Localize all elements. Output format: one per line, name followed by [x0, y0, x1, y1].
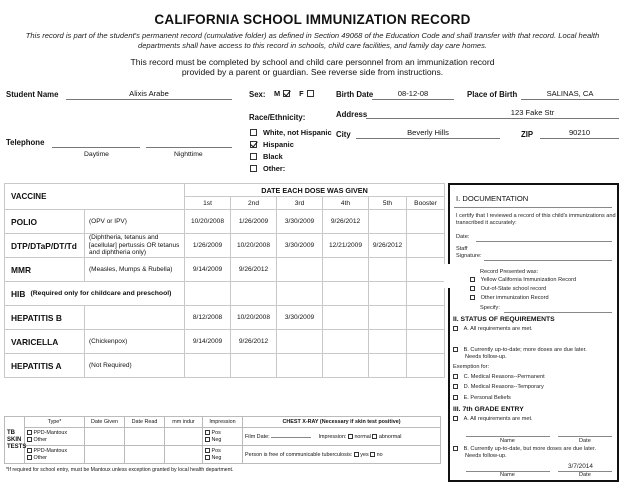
tb-pos-label: Pos	[211, 429, 221, 436]
dose-cell[interactable]	[407, 282, 445, 306]
dose-cell[interactable]	[407, 354, 445, 378]
dose-cell[interactable]: 8/12/2008	[185, 306, 231, 330]
race-option-hispanic[interactable]	[250, 140, 294, 149]
dose-cell[interactable]: 9/26/2012	[369, 234, 407, 258]
dose-cell[interactable]	[323, 258, 369, 282]
dose-cell[interactable]: 10/20/2008	[231, 306, 277, 330]
race-label: Race/Ethnicity:	[249, 113, 306, 122]
place-of-birth-label: Place of Birth	[467, 90, 518, 99]
sex-m-checkbox[interactable]	[283, 90, 290, 97]
tb-film-date-cell	[243, 428, 441, 446]
exemption-d-label: D. Medical Reasons--Temporary	[463, 384, 544, 390]
dose-header: 4th	[323, 197, 369, 210]
exemption-d[interactable]	[453, 384, 544, 391]
dose-cell[interactable]	[369, 282, 407, 306]
tb-other-label: Other	[33, 454, 47, 461]
record-other-label: Other immunization Record	[480, 295, 549, 301]
tb-impression-cell-1	[203, 428, 243, 446]
zip-field[interactable]	[540, 128, 619, 139]
place-of-birth-field[interactable]	[521, 89, 619, 100]
tb-type-cell-1	[25, 428, 85, 446]
dose-cell[interactable]	[369, 330, 407, 354]
exemption-c-label: C. Medical Reasons--Permanent	[463, 374, 545, 380]
dose-cell[interactable]: 9/14/2009	[185, 330, 231, 354]
tb-neg-checkbox[interactable]	[205, 455, 210, 460]
city-value: Beverly Hills	[407, 128, 449, 137]
dose-cell[interactable]	[323, 306, 369, 330]
tb-normal-label: normal	[354, 433, 371, 440]
vaccine-row	[5, 210, 445, 234]
address-field[interactable]	[366, 108, 619, 119]
place-of-birth-value: SALINAS, CA	[546, 89, 594, 98]
dose-cell[interactable]: 9/26/2012	[231, 330, 277, 354]
tb-other-checkbox[interactable]	[27, 455, 32, 460]
vaccine-name: HIB	[5, 282, 85, 306]
dose-cell[interactable]	[185, 282, 231, 306]
dose-cell[interactable]	[407, 330, 445, 354]
tb-yes-checkbox[interactable]	[354, 452, 359, 457]
tb-date-read-header: Date Read	[125, 417, 165, 428]
race-black-label: Black	[263, 152, 283, 161]
race-hispanic-checkbox[interactable]	[250, 141, 257, 148]
tb-mm-cell[interactable]	[165, 446, 203, 464]
exemption-e-label: E. Personal Beliefs	[463, 395, 511, 401]
dose-cell[interactable]: 3/30/2009	[277, 306, 323, 330]
dose-cell[interactable]: 9/26/2012	[231, 258, 277, 282]
tb-no-label: no	[376, 451, 383, 458]
vaccine-row	[5, 306, 445, 330]
exemption-c-checkbox[interactable]	[453, 374, 458, 379]
telephone-label: Telephone	[6, 138, 45, 147]
vaccine-description	[85, 306, 185, 330]
tb-free-label: Person is free of communicable tuberculosis:	[245, 451, 353, 458]
dose-cell[interactable]	[369, 258, 407, 282]
vaccine-description: (Measles, Mumps & Rubella)	[85, 258, 185, 282]
race-other-checkbox[interactable]	[250, 165, 257, 172]
tb-impression-cell-2	[203, 446, 243, 464]
seventh-b-date-label: Date	[579, 472, 591, 478]
doc-date-field[interactable]	[476, 241, 612, 242]
tb-date-given-header: Date Given	[85, 417, 125, 428]
vaccine-name: VARICELLA	[5, 330, 85, 354]
dose-header: 1st	[185, 197, 231, 210]
tb-xray-impression-label: Impression:	[318, 433, 347, 440]
status-a-checkbox[interactable]	[453, 326, 458, 331]
tb-impression-header: Impression	[203, 417, 243, 428]
signature-label: Signature:	[456, 253, 482, 259]
tb-ppd-checkbox[interactable]	[27, 448, 32, 453]
vaccine-name: HEPATITIS B	[5, 306, 85, 330]
form-intro: This record is part of the student's permanent record (cumulative folder) as defined in Section 49068 of the Education Code and shall transfer with that record. Local health departments shall have access to this record in schools, child care facilities, and family day care homes.	[25, 31, 600, 50]
vaccine-name: DTP/DTaP/DT/Td	[5, 234, 85, 258]
notice-line-1: This record must be completed by school and child care personnel from an immunization record	[130, 57, 495, 67]
dose-cell[interactable]	[407, 258, 445, 282]
exemption-label: Exemption for:	[453, 364, 490, 370]
nighttime-label: Nighttime	[174, 151, 203, 158]
seventh-a-name-field[interactable]	[466, 436, 550, 437]
birth-date-field[interactable]	[372, 89, 454, 100]
vaccine-description: (Diphtheria, tetanus and [acellular] pertussis OR tetanus and diphtheria only)	[85, 234, 185, 258]
race-option-other[interactable]	[250, 164, 285, 173]
dose-cell[interactable]	[277, 258, 323, 282]
record-option-yellow[interactable]	[470, 277, 576, 284]
tb-mm-header: mm indur	[165, 417, 203, 428]
tb-date-given-cell[interactable]	[85, 428, 125, 446]
dose-cell[interactable]	[323, 354, 369, 378]
address-value: 123 Fake Str	[510, 108, 555, 117]
dose-cell[interactable]: 9/26/2012	[323, 210, 369, 234]
vaccine-row	[5, 330, 445, 354]
dose-cell[interactable]	[323, 330, 369, 354]
signature-field[interactable]	[484, 260, 612, 261]
vaccine-row	[5, 354, 445, 378]
dose-header: 3rd	[277, 197, 323, 210]
dates-header: DATE EACH DOSE WAS GIVEN	[185, 184, 445, 197]
tb-neg-label: Neg	[211, 454, 222, 461]
zip-value: 90210	[568, 128, 591, 137]
vaccine-description: (Required only for childcare and preschool)	[27, 282, 127, 306]
seventh-a-date-label: Date	[579, 438, 591, 444]
documentation-rule	[454, 207, 612, 208]
tb-label-line: TB	[7, 429, 15, 436]
tb-yes-label: yes	[360, 451, 369, 458]
race-black-checkbox[interactable]	[250, 153, 257, 160]
form-title: CALIFORNIA SCHOOL IMMUNIZATION RECORD	[154, 12, 471, 27]
seventh-a-label: A. All requirements are met.	[463, 416, 533, 422]
dose-cell[interactable]: 3/30/2009	[277, 210, 323, 234]
sex-m-label: M	[274, 89, 281, 98]
dose-cell[interactable]	[185, 354, 231, 378]
vaccine-row	[5, 258, 445, 282]
seventh-b-name-label: Name	[500, 472, 515, 478]
specify-label: Specify:	[480, 305, 500, 311]
zip-label: ZIP	[521, 130, 534, 139]
race-other-label: Other:	[263, 164, 286, 173]
exemption-e[interactable]	[453, 395, 511, 402]
tb-abnormal-checkbox[interactable]	[372, 434, 377, 439]
dose-cell[interactable]	[231, 354, 277, 378]
race-option-black[interactable]	[250, 152, 283, 161]
tb-neg-checkbox[interactable]	[205, 437, 210, 442]
tb-free-cell	[243, 446, 441, 464]
record-yellow-label: Yellow California Immunization Record	[480, 277, 577, 283]
tb-ppd-label: PPD-Mantoux	[33, 429, 68, 436]
birth-date-label: Birth Date	[336, 90, 374, 99]
tb-pos-label: Pos	[211, 447, 221, 454]
vaccine-name: POLIO	[5, 210, 85, 234]
tb-label-line: TESTS	[7, 443, 27, 450]
vaccine-row	[5, 282, 445, 306]
status-heading: II. STATUS OF REQUIREMENTS	[453, 316, 555, 323]
dose-cell[interactable]	[369, 306, 407, 330]
vaccine-description: (Chickenpox)	[85, 330, 185, 354]
dose-header: Booster	[407, 197, 445, 210]
seventh-a-date-field[interactable]	[558, 436, 612, 437]
student-name-field[interactable]	[66, 89, 232, 100]
exemption-d-checkbox[interactable]	[453, 384, 458, 389]
panel-notch	[444, 264, 452, 288]
vaccine-table	[4, 183, 445, 378]
vaccine-name: HEPATITIS A	[5, 354, 85, 378]
tb-no-checkbox[interactable]	[370, 452, 375, 457]
dose-header: 5th	[369, 197, 407, 210]
sex-f-checkbox[interactable]	[307, 90, 314, 97]
sex-label: Sex:	[249, 90, 266, 99]
record-presented-label: Record Presented was:	[480, 269, 539, 275]
status-b-checkbox[interactable]	[453, 347, 458, 352]
certify-text: I certify that I reviewed a record of this child's immunizations and transcribed it accurately:	[456, 213, 616, 226]
race-white-checkbox[interactable]	[250, 129, 257, 136]
telephone-nighttime-field[interactable]	[146, 137, 232, 148]
tb-ppd-label: PPD-Mantoux	[33, 447, 68, 454]
tb-type-header: Type*	[25, 417, 85, 428]
student-name-value: Alixis Arabe	[129, 89, 169, 98]
dose-cell[interactable]	[231, 282, 277, 306]
tb-label-line: SKIN	[7, 436, 22, 443]
status-b-label: B. Currently up-to-date; more doses are due later.	[463, 347, 587, 353]
record-yellow-checkbox[interactable]	[470, 277, 475, 282]
dose-cell[interactable]	[277, 282, 323, 306]
vaccine-header: VACCINE	[5, 184, 185, 210]
vaccine-description: (Not Required)	[85, 354, 185, 378]
tb-section-label	[5, 417, 25, 464]
status-b[interactable]	[453, 347, 615, 361]
city-label: City	[336, 130, 351, 139]
dose-cell[interactable]	[323, 282, 369, 306]
address-label: Address	[336, 110, 368, 119]
record-other-checkbox[interactable]	[470, 295, 475, 300]
dose-cell[interactable]: 12/21/2009	[323, 234, 369, 258]
dose-cell[interactable]: 1/26/2009	[185, 234, 231, 258]
seventh-b-date-value: 3/7/2014	[568, 463, 593, 470]
vaccine-row	[5, 234, 445, 258]
seventh-grade-heading: III. 7th GRADE ENTRY	[453, 406, 524, 413]
tb-date-read-cell[interactable]	[125, 446, 165, 464]
dose-cell[interactable]	[407, 234, 445, 258]
tb-pos-checkbox[interactable]	[205, 448, 210, 453]
tb-type-cell-2	[25, 446, 85, 464]
doc-date-label: Date:	[456, 234, 470, 240]
vaccine-name: MMR	[5, 258, 85, 282]
tb-film-date-label: Film Date:	[245, 433, 270, 440]
vaccine-description: (OPV or IPV)	[85, 210, 185, 234]
record-option-out-of-state[interactable]	[470, 286, 546, 293]
birth-date-value: 08-12-08	[397, 89, 429, 98]
dose-cell[interactable]	[369, 354, 407, 378]
tb-other-checkbox[interactable]	[27, 437, 32, 442]
sex-options	[274, 89, 314, 98]
seventh-b-followup: Needs follow-up.	[465, 453, 507, 459]
dose-cell[interactable]: 3/30/2009	[277, 234, 323, 258]
specify-field[interactable]	[504, 312, 612, 313]
tb-date-read-cell[interactable]	[125, 428, 165, 446]
dose-cell[interactable]: 9/14/2009	[185, 258, 231, 282]
dose-cell[interactable]: 10/20/2008	[185, 210, 231, 234]
dose-cell[interactable]: 10/20/2008	[231, 234, 277, 258]
student-name-label: Student Name	[6, 90, 59, 99]
documentation-heading: I. DOCUMENTATION	[456, 194, 529, 203]
race-option-white[interactable]	[250, 128, 332, 137]
record-out-of-state-label: Out-of-State school record	[480, 286, 547, 292]
status-b-followup: Needs follow-up.	[465, 354, 507, 360]
tb-footnote: *If required for school entry, must be Mantoux unless exception granted by local health department.	[6, 467, 234, 473]
tb-pos-checkbox[interactable]	[205, 430, 210, 435]
sex-f-label: F	[299, 89, 304, 98]
status-a-label: A. All requirements are met.	[463, 326, 533, 332]
seventh-b[interactable]	[453, 446, 615, 460]
dose-cell[interactable]: 1/26/2009	[231, 210, 277, 234]
tb-table	[4, 416, 441, 464]
dose-cell[interactable]	[277, 330, 323, 354]
tb-ppd-checkbox[interactable]	[27, 430, 32, 435]
tb-xray-header: CHEST X-RAY (Necessary if skin test positive)	[243, 417, 441, 428]
dose-header: 2nd	[231, 197, 277, 210]
tb-abnormal-label: abnormal	[378, 433, 402, 440]
daytime-label: Daytime	[84, 151, 109, 158]
dose-cell[interactable]	[407, 210, 445, 234]
race-hispanic-label: Hispanic	[263, 140, 294, 149]
notice-line-2: provided by a parent or guardian. See reverse side from instructions.	[181, 67, 444, 77]
seventh-a-name-label: Name	[500, 438, 515, 444]
status-a[interactable]	[453, 326, 533, 333]
exemption-c[interactable]	[453, 374, 545, 381]
exemption-e-checkbox[interactable]	[453, 395, 458, 400]
staff-label: Staff	[456, 246, 468, 252]
tb-other-label: Other	[33, 436, 47, 443]
telephone-daytime-field[interactable]	[52, 137, 140, 148]
tb-film-date-field[interactable]	[271, 437, 311, 438]
dose-cell[interactable]	[407, 306, 445, 330]
city-field[interactable]	[356, 128, 500, 139]
tb-normal-checkbox[interactable]	[348, 434, 353, 439]
tb-neg-label: Neg	[211, 436, 222, 443]
dose-cell[interactable]	[277, 354, 323, 378]
record-option-other[interactable]	[470, 295, 549, 302]
seventh-a[interactable]	[453, 416, 533, 423]
seventh-a-checkbox[interactable]	[453, 416, 458, 421]
seventh-b-checkbox[interactable]	[453, 446, 458, 451]
form-notice	[0, 57, 625, 77]
tb-mm-cell[interactable]	[165, 428, 203, 446]
tb-date-given-cell[interactable]	[85, 446, 125, 464]
dose-cell[interactable]	[369, 210, 407, 234]
record-out-of-state-checkbox[interactable]	[470, 286, 475, 291]
race-white-label: White, not Hispanic	[263, 128, 332, 137]
seventh-b-label: B. Currently up-to-date, but more doses are due later.	[463, 446, 597, 452]
